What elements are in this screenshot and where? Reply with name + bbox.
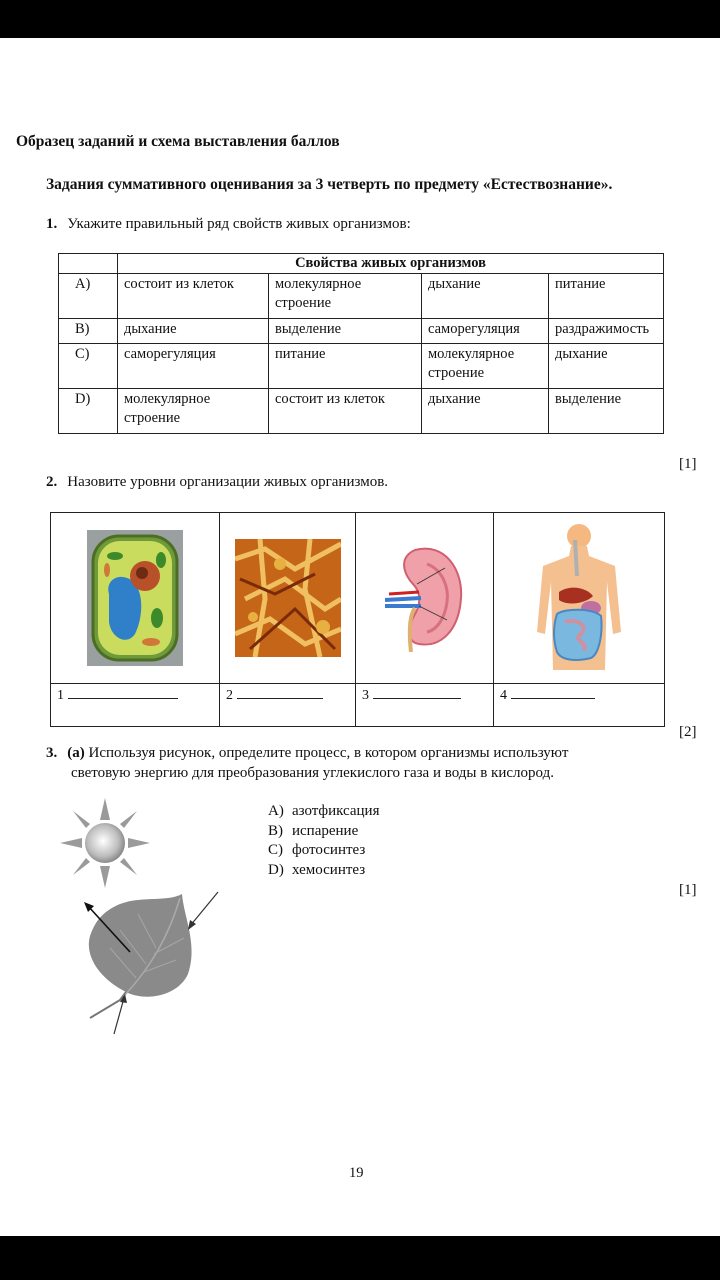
option-letter: D) [268, 861, 284, 878]
marks-q1: [1] [679, 456, 697, 472]
table-cell: молекулярное строение [118, 388, 269, 433]
table-row [59, 388, 664, 433]
question-1 [46, 216, 411, 233]
table-header: Свойства живых организмов [118, 254, 664, 274]
marks-q3: [1] [679, 882, 697, 898]
option-b[interactable] [268, 822, 379, 842]
option-letter: B) [268, 822, 283, 839]
option-a[interactable] [268, 802, 379, 822]
top-bar [0, 0, 720, 38]
plant-cell-image [87, 530, 183, 666]
leaf-image [80, 888, 222, 1038]
image-cell [356, 513, 494, 684]
answer-blank[interactable] [373, 686, 461, 699]
question-text: Назовите уровни организации живых организмов. [67, 474, 389, 490]
row-label: B) [59, 319, 118, 343]
table-cell: выделение [549, 388, 664, 433]
table-cell: дыхание [422, 388, 549, 433]
question-2 [46, 474, 388, 491]
question-text-line2: световую энергию для преобразования углекислого газа и воды в кислород. [71, 765, 554, 781]
image-cell [220, 513, 356, 684]
answer-blank[interactable] [237, 686, 323, 699]
table-cell: раздражимость [549, 319, 664, 343]
option-letter: C) [268, 842, 283, 858]
question-text: Укажите правильный ряд свойств живых организмов: [67, 216, 411, 232]
row-label: A) [59, 274, 118, 319]
table-cell: саморегуляция [118, 343, 269, 388]
table-cell: состоит из клеток [118, 274, 269, 319]
question-number: 2. [46, 474, 58, 490]
human-organs-image [531, 522, 627, 674]
option-c[interactable] [268, 841, 379, 861]
page-number: 19 [349, 1165, 364, 1181]
question-3 [46, 743, 666, 783]
question-part: (a) [67, 745, 85, 761]
table-cell: питание [549, 274, 664, 319]
answer-number: 4 [500, 688, 507, 703]
option-text: испарение [292, 822, 359, 839]
bottom-bar [0, 1236, 720, 1280]
question-text-line1: Используя рисунок, определите процесс, в котором организмы используют [88, 745, 569, 761]
answer-cell[interactable] [51, 684, 220, 727]
properties-table [58, 253, 664, 434]
table-row [59, 274, 664, 319]
organization-levels-table [50, 512, 665, 727]
table-row [59, 343, 664, 388]
question-number: 3. [46, 745, 58, 761]
answer-cell[interactable] [356, 684, 494, 727]
table-cell: выделение [269, 319, 422, 343]
page-title: Образец заданий и схема выставления баллов [16, 133, 340, 150]
answer-number: 2 [226, 688, 233, 703]
table-cell: дыхание [549, 343, 664, 388]
table-cell: молекулярное строение [269, 274, 422, 319]
answer-number: 3 [362, 688, 369, 703]
option-letter: A) [268, 803, 284, 819]
image-cell [51, 513, 220, 684]
answer-cell[interactable] [494, 684, 665, 727]
table-cell: дыхание [422, 274, 549, 319]
image-cell [494, 513, 665, 684]
table-cell: дыхание [118, 319, 269, 343]
marks-q2: [2] [679, 724, 697, 740]
row-label: D) [59, 388, 118, 433]
page-subtitle: Задания суммативного оценивания за 3 четверть по предмету «Естествознание». [46, 176, 613, 193]
row-label: C) [59, 343, 118, 388]
table-row [59, 319, 664, 343]
answer-blank[interactable] [511, 686, 595, 699]
answer-number: 1 [57, 688, 64, 703]
table-cell: саморегуляция [422, 319, 549, 343]
table-cell: молекулярное строение [422, 343, 549, 388]
tissue-image [235, 539, 341, 657]
option-d[interactable] [268, 861, 379, 881]
kidney-image [385, 544, 465, 652]
option-text: хемосинтез [292, 861, 366, 878]
answer-cell[interactable] [220, 684, 356, 727]
sun-image [60, 798, 150, 888]
answer-options [268, 802, 379, 880]
question-number: 1. [46, 216, 58, 232]
option-text: азотфиксация [292, 803, 380, 819]
option-text: фотосинтез [292, 842, 366, 858]
table-cell: питание [269, 343, 422, 388]
answer-blank[interactable] [68, 686, 178, 699]
table-cell: состоит из клеток [269, 388, 422, 433]
